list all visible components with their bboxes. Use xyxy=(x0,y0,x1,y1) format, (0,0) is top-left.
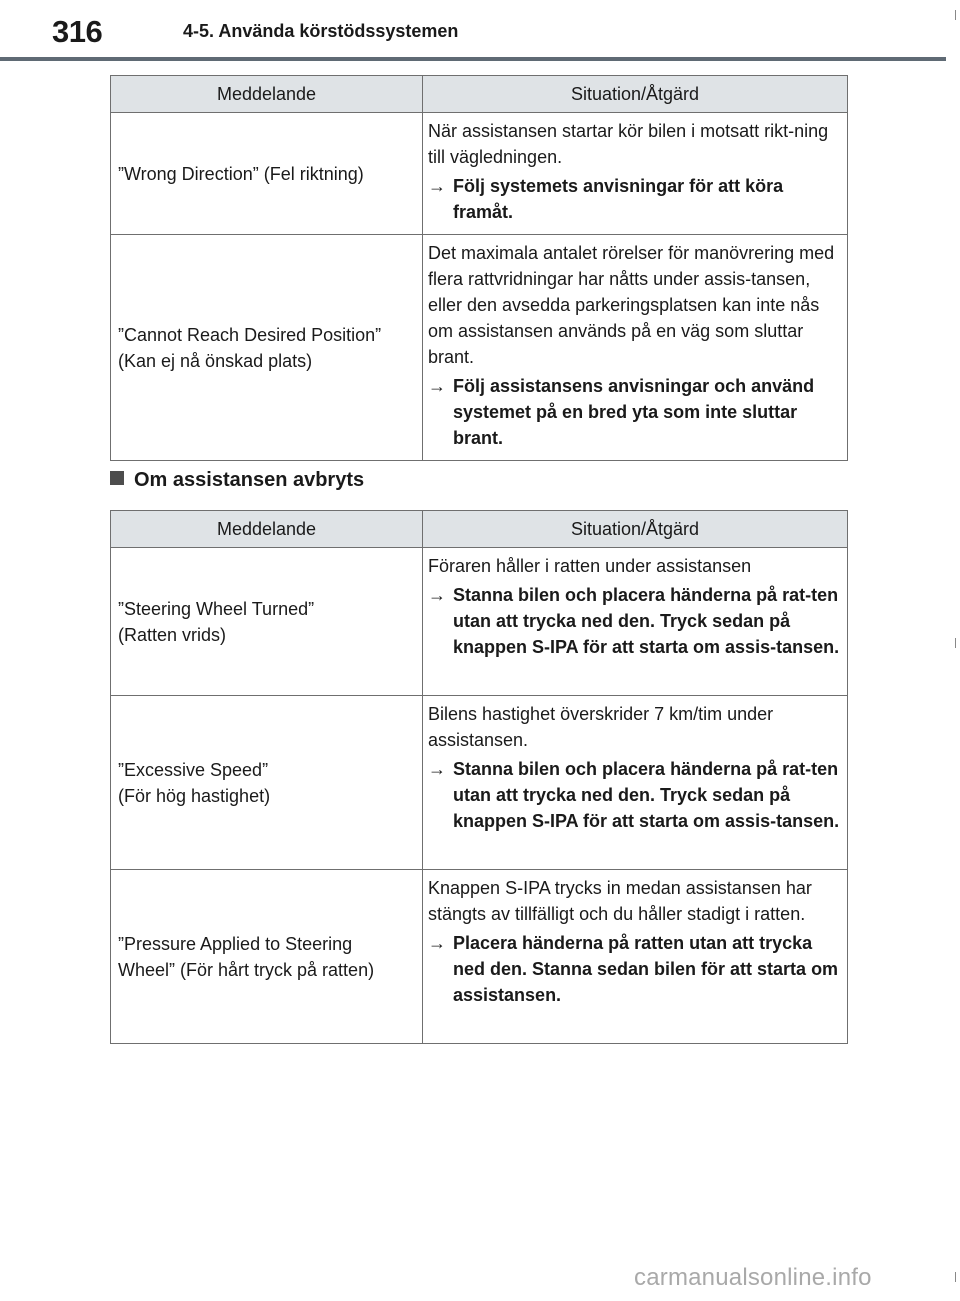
page-header xyxy=(0,0,960,62)
action-item xyxy=(428,756,843,834)
table-row xyxy=(111,548,848,696)
message-cell xyxy=(111,870,423,1044)
table-row xyxy=(111,696,848,870)
crop-mark xyxy=(955,1272,956,1282)
message-translation: (För hög hastighet) xyxy=(118,785,271,806)
column-header-message: Meddelande xyxy=(111,76,423,113)
table-header-row xyxy=(111,76,848,113)
column-header-situation: Situation/Åtgärd xyxy=(423,76,848,113)
action-text: Stanna bilen och placera händerna på rat-ten utan att trycka ned den. Tryck sedan på knappen S-IPA för att starta om assis-tansen. xyxy=(453,585,840,657)
arrow-right-icon: → xyxy=(428,376,446,396)
message-table-2 xyxy=(110,510,848,1044)
situation-cell xyxy=(423,870,848,1044)
header-divider xyxy=(0,57,946,61)
action-text: Stanna bilen och placera händerna på rat-ten utan att trycka ned den. Tryck sedan på knappen S-IPA för att starta om assis-tansen. xyxy=(453,759,840,831)
crop-mark xyxy=(955,638,956,648)
situation-text: Knappen S-IPA trycks in medan assistansen har stängts av tillfälligt och du håller stadigt i ratten. xyxy=(428,878,812,924)
action-item xyxy=(428,173,843,225)
section-heading xyxy=(110,469,364,492)
action-text: Följ assistansens anvisningar och använd systemet på en bred yta som inte sluttar brant. xyxy=(453,376,815,448)
action-item xyxy=(428,582,843,660)
situation-text: När assistansen startar kör bilen i motsatt rikt-ning till vägledningen. xyxy=(428,121,829,167)
crop-mark xyxy=(955,10,956,20)
page-number: 316 xyxy=(52,14,103,49)
message-translation: Wheel” (För hårt tryck på ratten) xyxy=(118,959,375,980)
square-bullet-icon xyxy=(110,471,124,485)
message-cell xyxy=(111,696,423,870)
action-item xyxy=(428,930,843,1008)
action-text: Placera händerna på ratten utan att trycka ned den. Stanna sedan bilen för att starta om assistansen. xyxy=(453,933,839,1005)
message-text: ”Steering Wheel Turned” xyxy=(118,598,315,619)
situation-text: Det maximala antalet rörelser för manövrering med flera rattvridningar har nåtts under assis-tansen, eller den avsedda parkeringsplatsen kan inte nås om assistansen används på en väg som sluttar brant. xyxy=(428,243,835,367)
message-translation: (Ratten vrids) xyxy=(118,624,227,645)
section-heading-text: Om assistansen avbryts xyxy=(134,469,365,491)
message-text: ”Excessive Speed” xyxy=(118,759,269,780)
table-row xyxy=(111,870,848,1044)
message-cell xyxy=(111,548,423,696)
message-table-1 xyxy=(110,75,848,461)
table-row xyxy=(111,113,848,235)
message-text: ”Pressure Applied to Steering xyxy=(118,933,353,954)
message-translation: (Kan ej nå önskad plats) xyxy=(118,350,313,371)
situation-text: Bilens hastighet överskrider 7 km/tim under assistansen. xyxy=(428,704,774,750)
watermark: carmanualsonline.info xyxy=(634,1264,872,1291)
message-cell xyxy=(111,235,423,461)
situation-cell xyxy=(423,548,848,696)
situation-text: Föraren håller i ratten under assistansen xyxy=(428,556,752,576)
situation-cell xyxy=(423,235,848,461)
arrow-right-icon: → xyxy=(428,176,446,196)
table-header-row xyxy=(111,511,848,548)
message-text: ”Wrong Direction” (Fel riktning) xyxy=(118,163,364,184)
arrow-right-icon: → xyxy=(428,585,446,605)
situation-cell xyxy=(423,113,848,235)
arrow-right-icon: → xyxy=(428,759,446,779)
situation-cell xyxy=(423,696,848,870)
action-item xyxy=(428,373,843,451)
column-header-situation: Situation/Åtgärd xyxy=(423,511,848,548)
chapter-title: 4-5. Använda körstödssystemen xyxy=(183,21,459,41)
table-row xyxy=(111,235,848,461)
message-text: ”Cannot Reach Desired Position” xyxy=(118,324,382,345)
arrow-right-icon: → xyxy=(428,933,446,953)
action-text: Följ systemets anvisningar för att köra framåt. xyxy=(453,176,784,222)
column-header-message: Meddelande xyxy=(111,511,423,548)
message-cell xyxy=(111,113,423,235)
